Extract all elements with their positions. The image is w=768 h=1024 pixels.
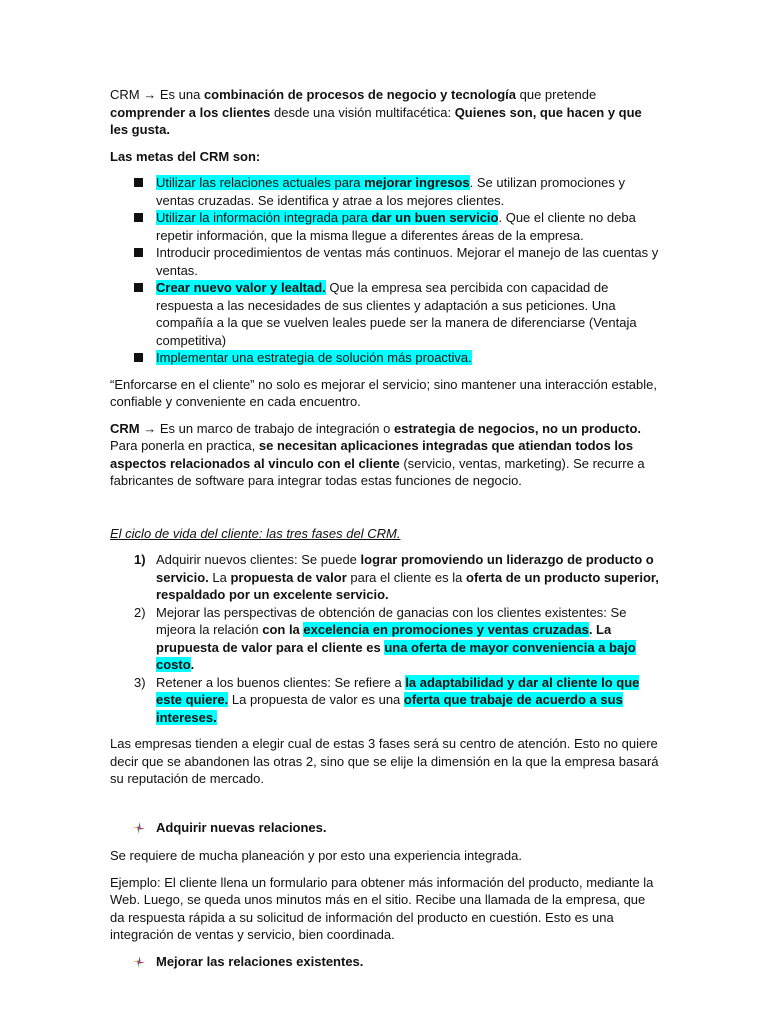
highlight-bold-text: mejorar ingresos [364, 175, 470, 190]
highlight-bold-text: excelencia en promociones y ventas cruzadas [303, 622, 589, 637]
crm-label: CRM [110, 87, 140, 102]
adquirir-heading-text: Adquirir nuevas relaciones. [156, 819, 327, 835]
ciclo-heading-text: El ciclo de vida del cliente: las tres fases del CRM. [110, 525, 401, 541]
item-bold: propuesta de valor [230, 569, 347, 585]
intro-paragraph [110, 86, 662, 139]
adquirir-heading [110, 819, 662, 837]
item-text: La propuesta de valor es una [228, 692, 404, 707]
list-item [110, 604, 662, 674]
highlight-bold-text: dar un buen servicio [371, 210, 499, 225]
list-item [110, 209, 662, 244]
intro-text-1: Es una [156, 87, 204, 102]
square-bullet-icon [134, 248, 143, 257]
square-bullet-icon [134, 213, 143, 222]
crm2-bold-1: estrategia de negocios, no un producto. [394, 420, 642, 436]
arrow-icon: → [143, 87, 157, 102]
item-text: Retener a los buenos clientes: Se refiere a [156, 674, 406, 690]
list-item [110, 349, 662, 367]
ciclo-heading [110, 525, 662, 543]
item-bold: lograr promoviendo un liderazgo de producto o servicio. [156, 552, 654, 585]
metas-heading-text: Las metas del CRM son: [110, 148, 261, 164]
crm-framework-paragraph [110, 420, 662, 490]
metas-heading [110, 148, 662, 166]
list-item [110, 174, 662, 209]
enforcarse-paragraph: “Enforcarse en el cliente” no solo es mejorar el servicio; sino mantener una interacción estable, confiable y conveniente en cada encuentro. [110, 376, 657, 409]
intro-bold-2: comprender a los clientes [110, 104, 271, 120]
intro-text-3: desde una visión multifacética: [270, 104, 455, 120]
item-bold: . La prupuesta de valor para el cliente es [156, 622, 612, 655]
list-item [110, 279, 662, 349]
list-number: 1) [134, 552, 146, 567]
list-item [110, 674, 662, 727]
highlight-bold-text: la adaptabilidad y dar al cliente lo que este quiere. [156, 674, 640, 707]
crm-label: CRM [110, 420, 140, 436]
arrow-icon: → [143, 420, 157, 436]
item-text: . Se utilizan promociones y ventas cruzadas. Se identifica y atrae a los mejores clientes. [156, 175, 625, 208]
crm2-bold-2: se necesitan aplicaciones integradas que atiendan todos los aspectos relacionados al vinculo con el cliente [110, 438, 634, 471]
item-bold: oferta de un producto superior, respaldado por un excelente servicio. [156, 569, 659, 602]
square-bullet-icon [134, 178, 143, 187]
square-bullet-icon [134, 283, 143, 292]
metas-list [110, 174, 662, 367]
mejorar-heading-text: Mejorar las relaciones existentes. [156, 953, 364, 969]
highlight-bold-text: Crear nuevo valor y lealtad. [156, 280, 326, 295]
highlight-text: Utilizar las relaciones actuales para [156, 175, 365, 190]
item-text: Adquirir nuevos clientes: Se puede [156, 552, 361, 567]
item-bold: . [190, 657, 195, 672]
requiere-paragraph: Se requiere de mucha planeación y por esto una experiencia integrada. [110, 848, 522, 863]
four-diamond-bullet-icon [133, 822, 145, 834]
list-number: 2) [134, 604, 146, 620]
intro-bold-3: Quienes son, que hacen y que les gusta. [110, 104, 642, 137]
ejemplo-paragraph: Ejemplo: El cliente llena un formulario para obtener más información del producto, mediante la Web. Luego, se queda unos minutos más en el sitio. Recibe una llamada de la empresa, que da respuesta rápida a su solicitud de información del producto en cuestión. Esto es una integración de ventas y servicio, bien coordinada. [110, 874, 654, 942]
item-text: Introducir procedimientos de ventas más continuos. Mejorar el manejo de las cuentas y ventas. [156, 245, 659, 278]
crm2-text-3: (servicio, ventas, marketing). Se recurre a fabricantes de software para integrar todas estas funciones de negocio. [110, 455, 645, 488]
item-text: Mejorar las perspectivas de obtención de ganacias con los clientes existentes: Se mjeora la relación [156, 604, 627, 637]
item-bold: con la [262, 622, 304, 637]
mejorar-heading [110, 953, 662, 971]
four-diamond-bullet-icon [133, 956, 145, 968]
highlight-bold-text: una oferta de mayor conveniencia a bajo costo [156, 639, 636, 672]
intro-text-2: que pretende [516, 87, 597, 102]
highlight-text: Implementar una estrategia de solución más proactiva. [156, 350, 472, 365]
highlight-bold-text: oferta que trabaje de acuerdo a sus intereses. [156, 692, 623, 725]
spacer [110, 797, 662, 819]
crm2-text-2: Para ponerla en practica, [110, 438, 259, 453]
item-text: La [208, 569, 231, 585]
intro-bold-1: combinación de procesos de negocio y tecnología [203, 87, 517, 102]
crm2-text-1: Es un marco de trabajo de integración o [156, 420, 394, 436]
empresas-paragraph: Las empresas tienden a elegir cual de estas 3 fases será su centro de atención. Esto no quiere decir que se abandonen las otras 2, sino que se elije la dimensión en la que la empresa basará su reputación de mercado. [110, 736, 659, 786]
spacer [110, 499, 662, 525]
list-number: 3) [134, 674, 146, 690]
item-text: para el cliente es la [346, 569, 466, 585]
highlight-text: Utilizar la información integrada para [156, 210, 372, 225]
list-item [110, 551, 662, 604]
item-text: . Que el cliente no deba repetir información, que la misma llegue a diferentes áreas de la empresa. [156, 210, 636, 243]
fases-list [110, 551, 662, 726]
square-bullet-icon [134, 353, 143, 362]
item-text: Que la empresa sea percibida con capacidad de respuesta a las necesidades de sus clientes y adaptación a sus peticiones. Una compañía a la que se vuelven leales puede ser la manera de diferenciarse (Ventaja competitiva) [156, 280, 637, 348]
document-body [110, 86, 662, 981]
list-item [110, 244, 662, 279]
